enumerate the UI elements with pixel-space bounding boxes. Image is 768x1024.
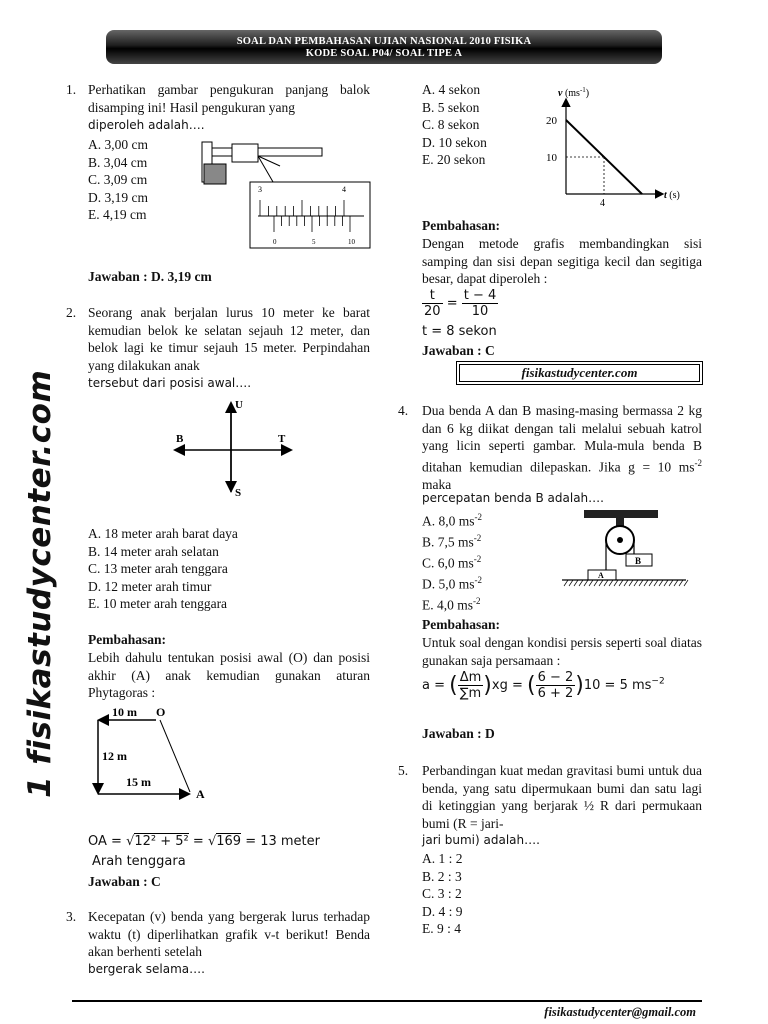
- frac1-num: t: [422, 288, 443, 304]
- formula-eq: =: [188, 834, 208, 849]
- side-watermark-label: 1 fisikastudycenter.com: [22, 369, 58, 798]
- q4-equation: a = ( $\frac{\Delta m}{\sum m}$ )xg = ( $\frac{6 - 2}{6 + 2}$ )10 = 5 $ms^{-2}$: [422, 670, 665, 701]
- q4-text-end: percepatan benda B adalah….: [422, 491, 604, 505]
- q2-options: [88, 525, 238, 613]
- frac-eq: =: [446, 296, 458, 311]
- eq-frac2-den: 6 + 2: [537, 686, 574, 701]
- frac2-den: 10: [471, 304, 489, 319]
- q3-number: 3.: [66, 909, 77, 924]
- header-subtitle: KODE SOAL P04/ SOAL TIPE A: [305, 48, 463, 59]
- diagram-10m: 10 m: [112, 705, 137, 719]
- formula-lhs: OA =: [88, 834, 127, 849]
- q2-option-e: E. 10 meter arah tenggara: [88, 596, 228, 611]
- formula-radicand-1: 12² + 5²: [134, 834, 189, 849]
- q5-option-a: A. 1 : 2: [422, 851, 463, 866]
- main-scale-label-3: 3: [258, 185, 262, 194]
- q5-option-d: D. 4 : 9: [422, 903, 463, 919]
- vt-tick-10: 10: [546, 152, 557, 164]
- q3-text-end: bergerak selama….: [88, 962, 205, 976]
- q1-option-b: B. 3,04 cm: [88, 154, 148, 170]
- q5-text-end: jari bumi) adalah….: [422, 833, 540, 847]
- q4-pembahasan: Untuk soal dengan kondisi persis seperti soal diatas gunakan saja persamaan :: [422, 635, 702, 668]
- q4-text-main: Dua benda A dan B masing-masing bermassa 2 kg dan 6 kg diikat dengan tali melalui sebuah katrol yang licin seperti gambar. Mula-mula benda B ditahan kemudian dilepaskan. Jika g = 10 ms: [422, 403, 702, 474]
- q1-text: Perhatikan gambar pengukuran panjang balok disamping ini! Hasil pengukuran yang: [88, 82, 370, 115]
- q5-option-b: B. 2 : 3: [422, 868, 462, 884]
- q5-option-c: C. 3 : 2: [422, 886, 462, 901]
- vt-tick-20: 20: [546, 115, 557, 127]
- q2-pembahasan: Lebih dahulu tentukan posisi awal (O) dan posisi akhir (A) anak kemudian gunakan aturan Phytagoras :: [88, 650, 370, 700]
- q1-text-end: diperoleh adalah….: [88, 118, 205, 132]
- q4-option-d: D. 5,0 $ms^{-2}$: [422, 575, 483, 592]
- q3-option-b: B. 5 sekon: [422, 99, 480, 115]
- q4-number: 4.: [398, 403, 409, 418]
- vt-graph: [538, 82, 698, 212]
- formula-radicand-2: 169: [216, 834, 242, 849]
- frac2-num: t − 4: [463, 288, 497, 303]
- pulley-figure: [560, 506, 690, 592]
- compass-b: B: [176, 433, 184, 445]
- q2-text: Seorang anak berjalan lurus 10 meter ke barat kemudian belok ke selatan sejauh 12 meter, dan belok lagi ke timur sejauh 15 meter. Perpindahan yang dilakukan anak: [88, 305, 370, 373]
- q3-result: t = 8 sekon: [422, 324, 497, 339]
- q3-fraction-equation: [422, 288, 498, 319]
- q1-number: 1.: [66, 82, 77, 97]
- q2-option-d: D. 12 meter arah timur: [88, 578, 212, 594]
- compass-s: S: [235, 487, 242, 499]
- q4-option-a: A. 8,0 $ms^{-2}$: [422, 512, 483, 529]
- vt-xlabel-t: t: [664, 190, 667, 201]
- q3-text: Kecepatan (v) benda yang bergerak lurus terhadap waktu (t) diperlihatkan grafik v-t berikut! Benda akan berhenti setelah: [88, 909, 370, 959]
- q4-text-exp: -2: [694, 457, 702, 468]
- q1-options: [88, 136, 148, 224]
- vernier-label-10: 10: [348, 238, 355, 246]
- diagram-12m: 12 m: [102, 749, 127, 763]
- formula-rhs: = 13 meter: [241, 834, 320, 849]
- block-a-label: A: [598, 571, 604, 580]
- q4-text: [422, 402, 702, 493]
- q2-option-a: A. 18 meter arah barat daya: [88, 526, 238, 541]
- q3-option-e: E. 20 sekon: [422, 152, 486, 167]
- q5-option-e: E. 9 : 4: [422, 921, 461, 936]
- floor-hatch: [564, 580, 688, 586]
- q2-pembahasan-title: Pembahasan:: [88, 632, 167, 647]
- q2-option-b: B. 14 meter arah selatan: [88, 543, 219, 559]
- compass-u: U: [235, 399, 243, 411]
- footer-rule: [72, 1000, 702, 1002]
- q1-option-e: E. 4,19 cm: [88, 207, 147, 222]
- vt-tick-4: 4: [600, 198, 605, 209]
- q2-direction: Arah tenggara: [92, 854, 186, 869]
- vt-ylabel-close: ): [585, 88, 590, 99]
- svg-text:t (s): [664, 190, 680, 201]
- svg-text:v (ms-1): [558, 86, 589, 99]
- compass-t: T: [278, 433, 286, 445]
- q2-formula: OA = √12² + 5² = √169 = 13 meter: [88, 834, 320, 849]
- vt-xlabel-unit: (s): [666, 190, 680, 201]
- vt-ylabel-unit: (ms: [562, 88, 580, 99]
- displacement-diagram: [88, 704, 218, 804]
- diagram-15m: 15 m: [126, 775, 151, 789]
- q3-option-d: D. 10 sekon: [422, 134, 487, 150]
- q1-option-c: C. 3,09 cm: [88, 172, 148, 187]
- vt-ylabel-exp: -1: [579, 86, 586, 94]
- q1-option-a: A. 3,00 cm: [88, 137, 148, 152]
- eq-frac2-num: 6 − 2: [537, 670, 574, 685]
- q5-number: 5.: [398, 763, 409, 778]
- compass-diagram: [168, 396, 298, 500]
- q5-options: [422, 850, 463, 938]
- diagram-a: A: [196, 787, 205, 801]
- q4-option-e: E. 4,0 $ms^{-2}$: [422, 596, 481, 613]
- q4-option-c: C. 6,0 $ms^{-2}$: [422, 554, 482, 571]
- page-header: [106, 36, 662, 60]
- vernier-label-5: 5: [312, 238, 316, 246]
- caliper-figure: [188, 136, 378, 252]
- q3-option-c: C. 8 sekon: [422, 117, 480, 132]
- q4-text-end-word: maka: [422, 476, 452, 492]
- q4-options: [422, 509, 482, 614]
- q3-pembahasan-title: Pembahasan:: [422, 218, 501, 233]
- q4-answer: Jawaban : D: [422, 726, 495, 741]
- block-b-label: B: [635, 556, 642, 566]
- header-title: SOAL DAN PEMBAHASAN UJIAN NASIONAL 2010 FISIKA: [236, 36, 532, 47]
- q5-text: Perbandingan kuat medan gravitasi bumi untuk dua benda, yang satu dipermukaan bumi dan satu lagi di ketinggian yang berjarak ½ R dari permukaan bumi (R = jari-: [422, 763, 702, 831]
- banner-site: fisikastudycenter.com: [459, 364, 700, 382]
- q3-options: [422, 81, 487, 169]
- eq-frac1-den: ∑m: [459, 686, 482, 701]
- q4-pembahasan-title: Pembahasan:: [422, 617, 501, 632]
- q4-option-b: B. 7,5 $ms^{-2}$: [422, 533, 482, 550]
- main-scale-label-4: 4: [342, 185, 346, 194]
- q2-answer: Jawaban : C: [88, 874, 161, 889]
- q3-option-a: A. 4 sekon: [422, 82, 481, 97]
- q1-option-d: D. 3,19 cm: [88, 189, 148, 205]
- q3-pembahasan: Dengan metode grafis membandingkan sisi samping dan sisi depan segitiga kecil dan segitiga besar, dapat diperoleh :: [422, 236, 702, 286]
- q1-answer: Jawaban : D. 3,19 cm: [88, 269, 212, 284]
- q3-answer: Jawaban : C: [422, 343, 495, 358]
- diagram-o: O: [156, 705, 166, 719]
- ceiling-beam: [584, 510, 658, 518]
- q2-text-end: tersebut dari posisi awal….: [88, 376, 252, 390]
- q2-number: 2.: [66, 305, 77, 320]
- vt-ylabel-v: v: [558, 88, 563, 99]
- vernier-label-0: 0: [273, 238, 277, 246]
- footer-email: fisikastudycenter@gmail.com: [544, 1005, 696, 1019]
- eq-frac1-num: Δm: [459, 670, 482, 685]
- frac1-den: 20: [424, 304, 441, 319]
- q2-option-c: C. 13 meter arah tenggara: [88, 561, 228, 576]
